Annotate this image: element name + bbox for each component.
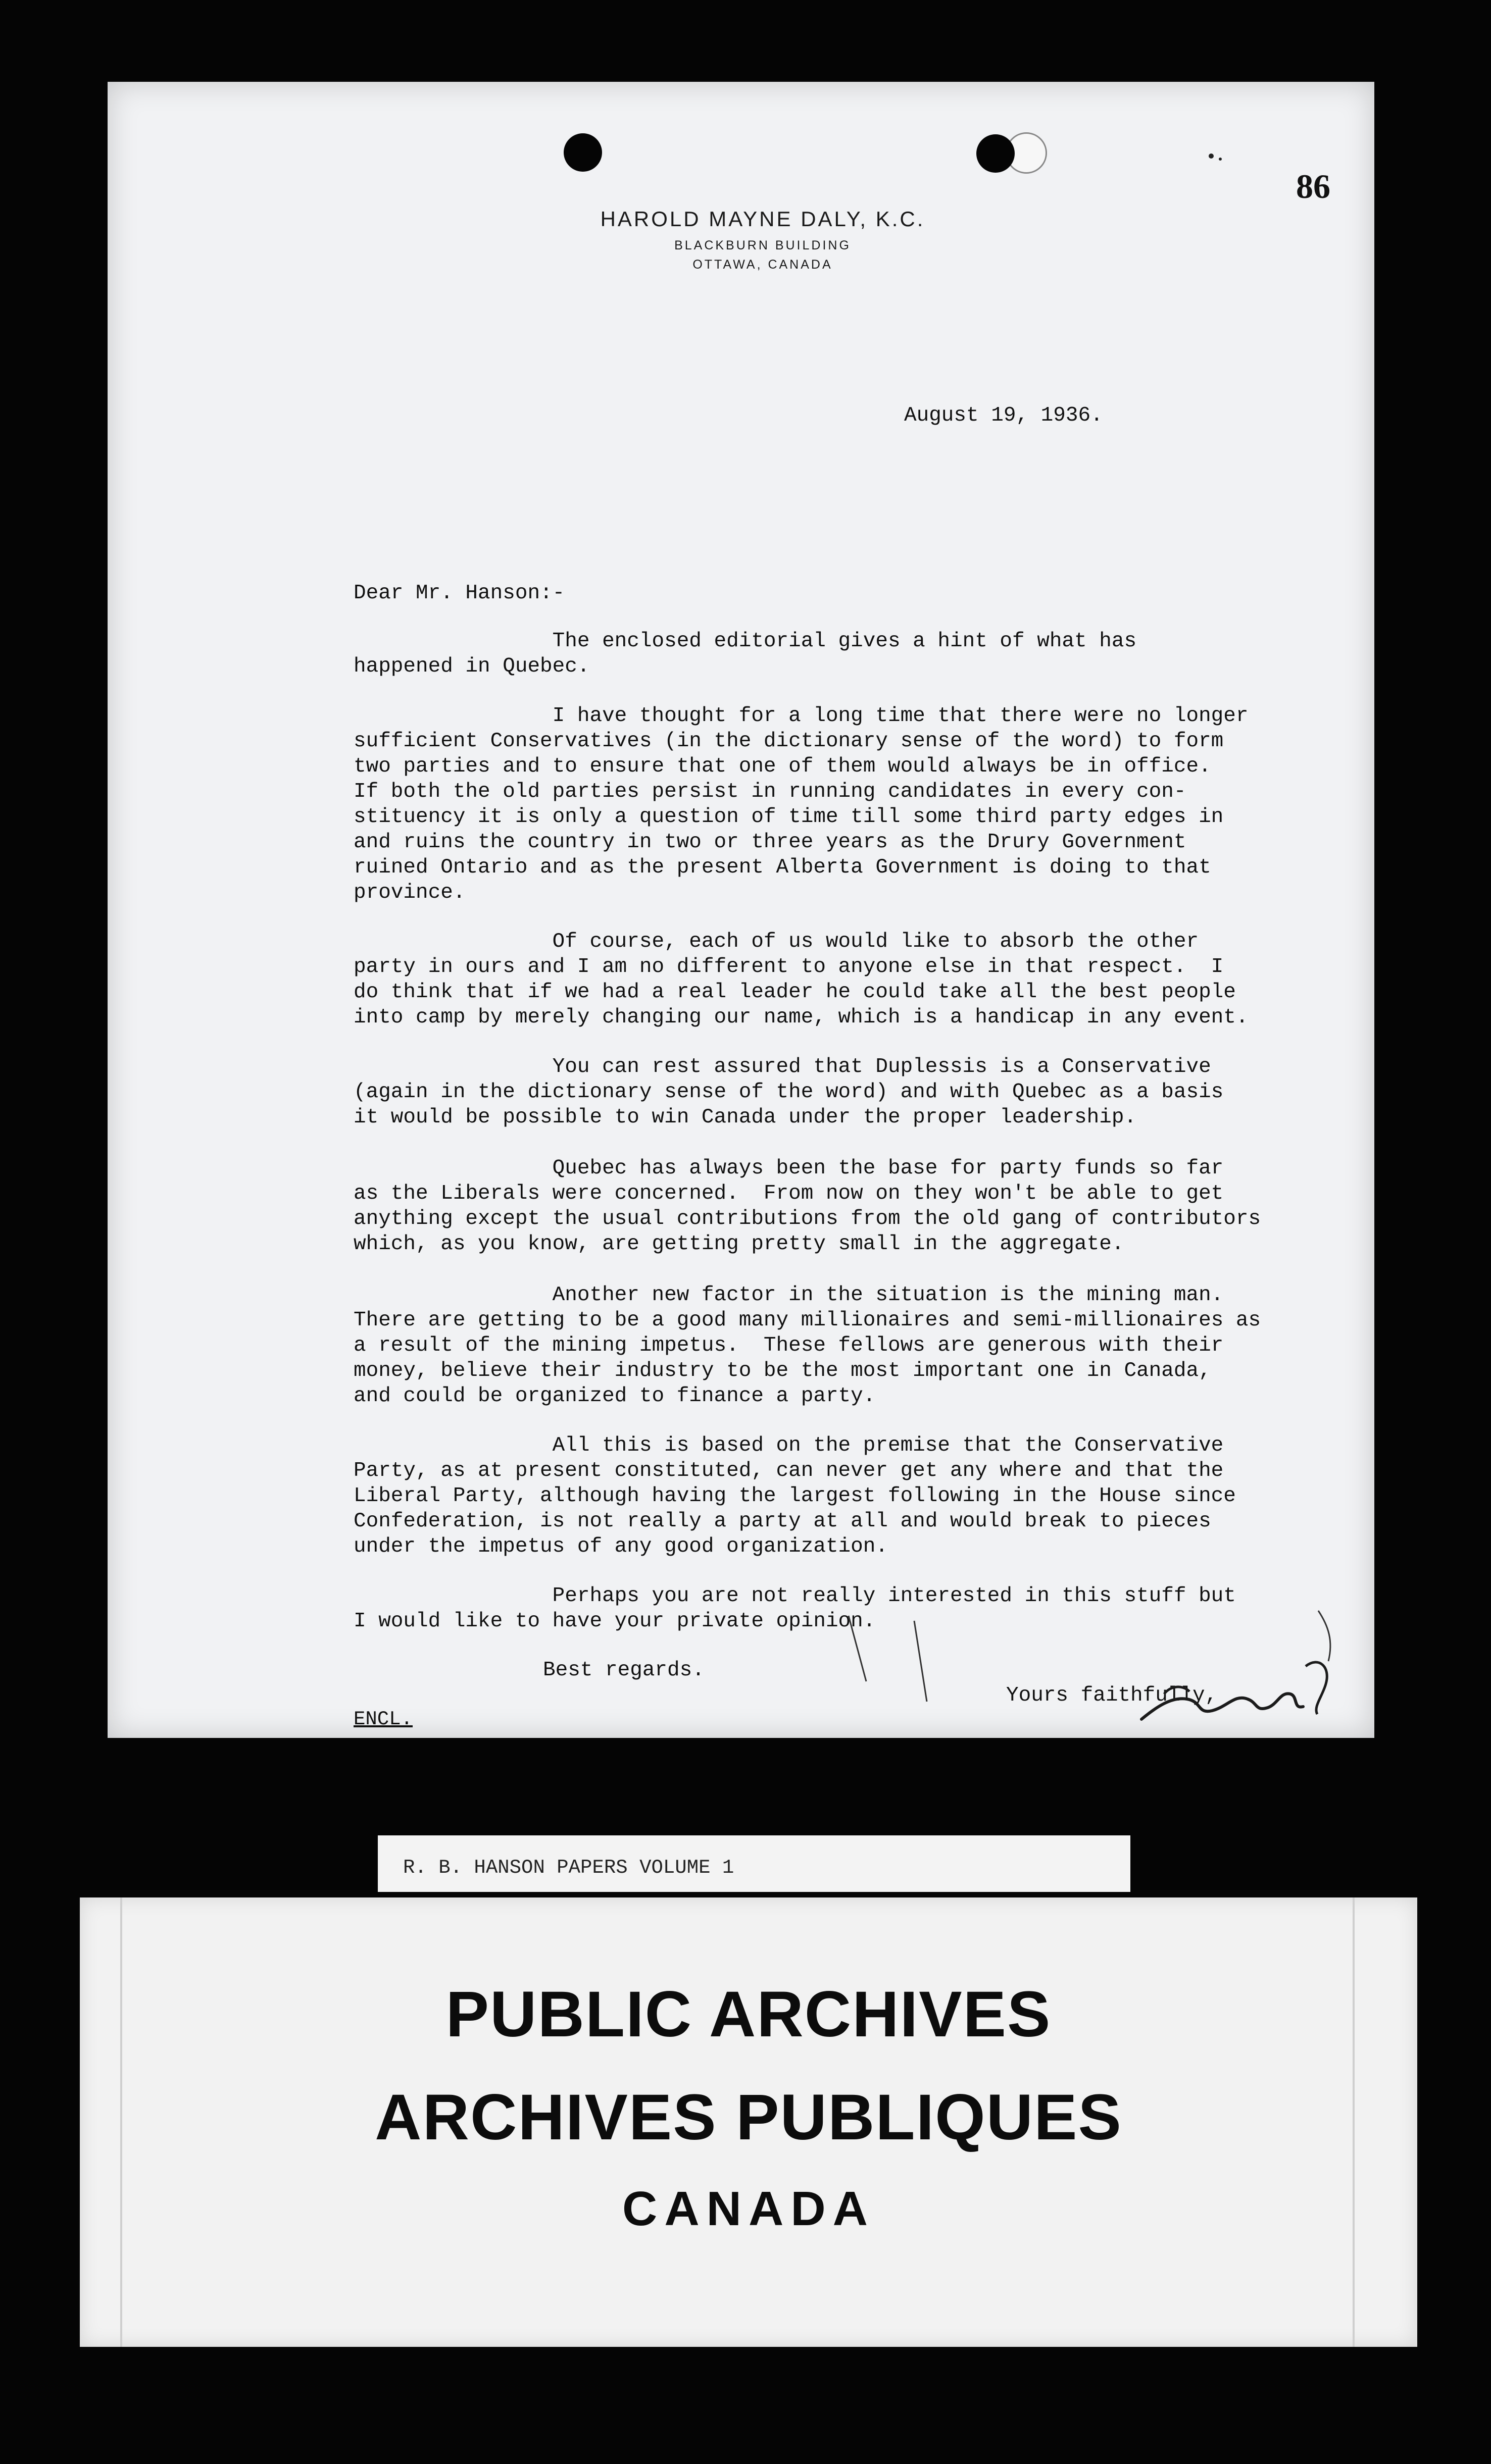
paragraph: The enclosed editorial gives a hint of what has happened in Quebec. (354, 630, 1137, 678)
enclosure-note: ENCL. (354, 1708, 413, 1730)
archives-title-fr: ARCHIVES PUBLIQUES (375, 2081, 1122, 2153)
pen-stroke-mark (843, 1611, 945, 1722)
signature-mark (1126, 1590, 1344, 1727)
punch-hole (564, 133, 602, 172)
collection-label (378, 1835, 1130, 1892)
paragraph: Perhaps you are not really interested in this stuff but I would like to have your private opinion. (354, 1584, 1236, 1633)
punch-hole (976, 134, 1015, 173)
signoff: Yours faithfully, (1006, 1684, 1218, 1707)
archives-country: CANADA (622, 2182, 875, 2236)
archives-stamp (80, 1897, 1417, 2347)
paragraph: All this is based on the premise that the Conservative Party, as at present constituted, can never get any where and that the Liberal Party, although having the largest following in the House since Confederation, is not really a party at all and would break to pieces under the impetus of any good organization. (354, 1434, 1236, 1558)
letterhead-city: OTTAWA, CANADA (692, 258, 833, 272)
letter-date: August 19, 1936. (904, 404, 1103, 427)
page-number: 86 (1296, 167, 1330, 206)
collection-label-text: R. B. HANSON PAPERS VOLUME 1 (403, 1857, 734, 1879)
paragraph: Of course, each of us would like to absorb the other party in ours and I am no different to anyone else in that respect. I do think that if we had a real leader he could take all the best people into camp by merely changing our name, which is a handicap in any event. (354, 930, 1249, 1029)
letterhead-building: BLACKBURN BUILDING (674, 238, 851, 252)
closing: Best regards. (543, 1659, 705, 1682)
salutation: Dear Mr. Hanson:- (354, 582, 565, 605)
paragraph: Another new factor in the situation is the mining man. There are getting to be a good many millionaires and semi-millionaires as a result of the mining impetus. These fellows are generous with their money, believe their industry to be the most important one in Canada, and could be organized to finance a party. (354, 1284, 1261, 1408)
mark-dot (1209, 153, 1214, 159)
letterhead-name: HAROLD MAYNE DALY, K.C. (600, 207, 925, 231)
mark-dot (1219, 158, 1222, 161)
paragraph: I have thought for a long time that there were no longer sufficient Conservatives (in the dictionary sense of the word) to form two parties and to ensure that one of them would always be in office. If both the old parties persist in running candidates in every con- stituency it is only a question of time till some third party edges in and ruins the country in two or three years as the Drury Government ruined Ontario and as the present Alberta Government is doing to that province. (354, 704, 1249, 904)
paragraph: You can rest assured that Duplessis is a Conservative (again in the dictionary sense of the word) and with Quebec as a basis it would be possible to win Canada under the proper leadership. (354, 1055, 1224, 1129)
archives-title-en: PUBLIC ARCHIVES (445, 1978, 1052, 2050)
paragraph: Quebec has always been the base for party funds so far as the Liberals were concerned. From now on they won't be able to get anything except the usual contributions from the old gang of contributors which, as you know, are getting pretty small in the aggregate. (354, 1157, 1261, 1256)
